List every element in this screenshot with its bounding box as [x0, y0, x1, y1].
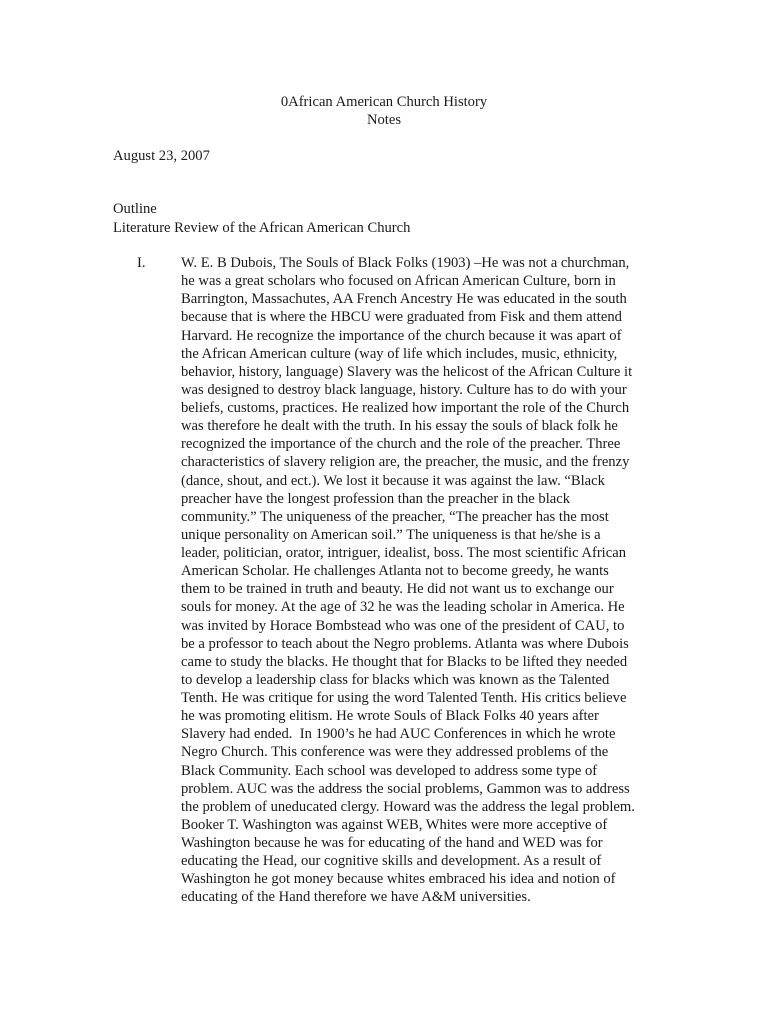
body-line: the problem of uneducated clergy. Howard was the address the legal problem. — [181, 798, 635, 815]
title-line: 0African American Church History — [280, 94, 488, 110]
body-line: was invited by Horace Bombstead who was one of the president of CAU, to — [181, 617, 625, 634]
body-line: characteristics of slavery religion are, the preacher, the music, and the frenzy — [181, 454, 630, 471]
body-line: (dance, shout, and ect.). We lost it because it was against the law. “Black — [181, 472, 605, 489]
body-line: Booker T. Washington was against WEB, Whites were more acceptive of — [181, 816, 608, 833]
outline-section — [113, 200, 410, 237]
item-body — [181, 254, 635, 907]
body-line: to develop a leadership class for blacks which was known as the Talented — [181, 671, 610, 688]
item-numeral: I. — [137, 255, 146, 271]
body-line: educating of the Hand therefore we have A&M universities. — [181, 889, 531, 906]
body-line: leader, politician, orator, intriguer, idealist, boss. The most scientific African — [181, 545, 626, 561]
body-line: W. E. B Dubois, The Souls of Black Folks (1903) –He was not a churchman, — [181, 255, 630, 271]
body-line: the African American culture (way of life which includes, music, ethnicity, — [181, 345, 618, 362]
body-line: he was a great scholars who focused on African American Culture, born in — [181, 273, 616, 290]
body-line: preacher have the longest profession than the preacher in the black — [181, 490, 571, 507]
document-date: August 23, 2007 — [113, 148, 210, 164]
body-line: Barrington, Massachutes, AA French Ancestry He was educated in the south — [181, 291, 627, 308]
outline-subheading: Literature Review of the African American Church — [113, 219, 411, 236]
body-line: behavior, history, language) Slavery was the helicost of the African Culture it — [181, 363, 633, 380]
body-line: he was promoting elitism. He wrote Souls of Black Folks 40 years after — [181, 708, 599, 725]
body-line: be a professor to teach about the Negro problems. Atlanta was where Dubois — [181, 635, 629, 652]
subtitle-line: Notes — [366, 112, 402, 129]
body-line: Tenth. He was critique for using the word Talented Tenth. His critics believe — [181, 690, 627, 706]
body-line: Negro Church. This conference was were they addressed problems of the — [181, 744, 609, 761]
document-title — [0, 93, 768, 130]
body-line: problem. AUC was the address the social problems, Gammon was to address — [181, 780, 630, 797]
body-line: Washington he got money because whites embraced his idea and notion of — [181, 871, 616, 888]
body-line: community.” The uniqueness of the preacher, “The preacher has the most — [181, 508, 609, 525]
body-line: Slavery had ended. In 1900’s he had AUC Conferences in which he wrote — [181, 726, 616, 743]
outline-heading: Outline — [113, 201, 157, 217]
body-line: Washington because he was for educating of the hand and WED was for — [181, 835, 603, 851]
body-line: because that is where the HBCU were graduated from Fisk and them attend — [181, 309, 622, 326]
body-line: them to be trained in truth and beauty. He did not want us to exchange our — [181, 581, 614, 598]
body-line: Black Community. Each school was developed to address some type of — [181, 762, 598, 779]
body-line: educating the Head, our cognitive skills and development. As a result of — [181, 853, 602, 870]
body-line: came to study the blacks. He thought that for Blacks to be lifted they needed — [181, 653, 628, 670]
body-line: was therefore he dealt with the truth. In his essay the souls of black folk he — [181, 418, 618, 435]
body-line: was designed to destroy black language, history. Culture has to do with your — [181, 381, 627, 398]
body-line: unique personality on American soil.” The uniqueness is that he/she is a — [181, 526, 601, 543]
body-line: American Scholar. He challenges Atlanta not to become greedy, he wants — [181, 563, 609, 580]
body-line: souls for money. At the age of 32 he was the leading scholar in America. He — [181, 599, 625, 616]
body-line: recognized the importance of the church and the role of the preacher. Three — [181, 436, 621, 453]
body-line: beliefs, customs, practices. He realized how important the role of the Church — [181, 400, 630, 416]
body-line: Harvard. He recognize the importance of the church because it was apart of — [181, 327, 622, 344]
